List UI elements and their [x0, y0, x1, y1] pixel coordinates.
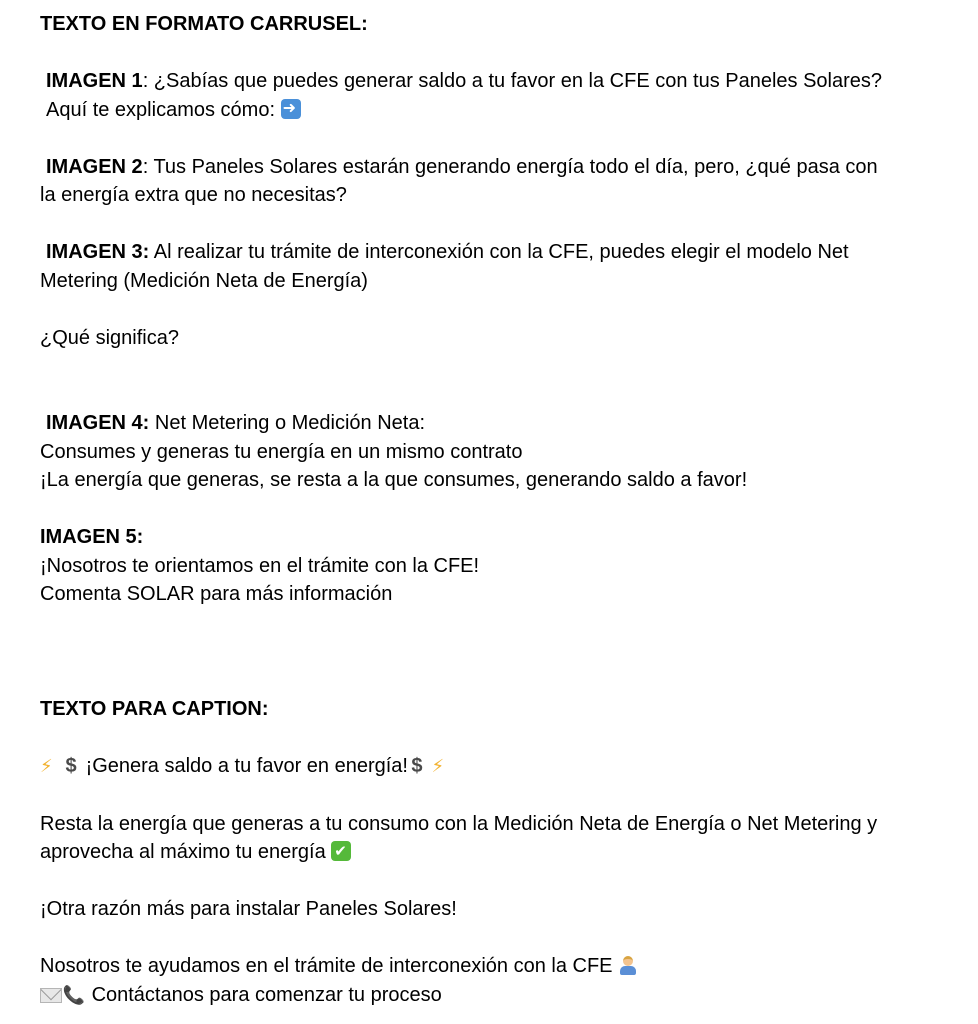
dollar-sign-icon: $	[411, 754, 423, 777]
high-voltage-icon: ⚡	[431, 755, 445, 777]
image-5-label: IMAGEN 5:	[40, 526, 144, 548]
caption-headline	[40, 752, 960, 782]
spacer	[40, 39, 960, 68]
carousel-heading: TEXTO EN FORMATO CARRUSEL:	[40, 13, 368, 35]
spacer	[40, 867, 960, 896]
image-2-paragraph	[40, 153, 960, 182]
image-2-text: : Tus Paneles Solares estarán generando energía todo el día, pero, ¿qué pasa con	[142, 155, 878, 178]
image-4-paragraph	[40, 409, 960, 438]
image-3-text: Al realizar tu trámite de interconexión con la CFE, puedes elegir el modelo Net	[149, 241, 849, 263]
image-3-text-2: Metering (Medición Neta de Energía)	[40, 269, 368, 292]
document-body	[40, 10, 960, 1010]
spacer	[40, 295, 960, 324]
spacer	[40, 210, 960, 239]
spacer	[40, 352, 960, 409]
image-1-label: IMAGEN 1	[46, 70, 143, 92]
high-voltage-icon: ⚡	[40, 755, 53, 777]
envelope-icon	[40, 988, 62, 1003]
caption-headline-text: ¡Genera saldo a tu favor en energía!	[85, 754, 408, 777]
image-4-text-3: ¡La energía que generas, se resta a la que consumes, generando saldo a favor!	[40, 469, 748, 491]
spacer	[40, 495, 960, 524]
image-5-text-2: Comenta SOLAR para más información	[40, 583, 393, 605]
telephone-icon: 📞	[62, 984, 86, 1006]
spacer	[40, 781, 960, 810]
spacer	[40, 124, 960, 153]
image-3-paragraph	[40, 238, 960, 267]
image-5-text: ¡Nosotros te orientamos en el trámite con la CFE!	[40, 554, 480, 577]
image-1-text-2: Aquí te explicamos cómo:	[46, 98, 275, 121]
image-4-text: Net Metering o Medición Neta:	[149, 412, 426, 434]
spacer	[40, 609, 960, 695]
spacer	[40, 924, 960, 953]
image-2-label: IMAGEN 2	[46, 155, 143, 178]
caption-paragraph-4-text: Contáctanos para comenzar tu proceso	[91, 983, 442, 1006]
worker-icon	[618, 955, 638, 975]
right-arrow-icon	[281, 99, 301, 119]
caption-paragraph-2: ¡Otra razón más para instalar Paneles Solares!	[40, 898, 457, 920]
spacer	[40, 723, 960, 752]
image-1-line-2	[40, 96, 960, 125]
image-3-label: IMAGEN 3:	[46, 241, 150, 263]
caption-paragraph-3	[40, 952, 960, 981]
dollar-sign-icon: $	[65, 754, 77, 777]
image-2-text-2: la energía extra que no necesitas?	[40, 184, 347, 206]
caption-paragraph-1-line-1: Resta la energía que generas a tu consumo con la Medición Neta de Energía o Net Metering y	[40, 812, 878, 835]
image-4-text-2: Consumes y generas tu energía en un mismo contrato	[40, 440, 523, 463]
caption-paragraph-4	[40, 981, 960, 1011]
caption-paragraph-1-text-2: aprovecha al máximo tu energía	[40, 841, 326, 863]
image-1-paragraph	[40, 67, 960, 96]
image-4-label: IMAGEN 4:	[46, 412, 150, 434]
check-mark-icon	[331, 841, 351, 861]
caption-paragraph-1-line-2	[40, 838, 960, 867]
caption-heading: TEXTO PARA CAPTION:	[40, 697, 269, 720]
image-1-text: : ¿Sabías que puedes generar saldo a tu favor en la CFE con tus Paneles Solares?	[142, 70, 883, 92]
question-text: ¿Qué significa?	[40, 326, 179, 349]
caption-paragraph-3-text: Nosotros te ayudamos en el trámite de interconexión con la CFE	[40, 955, 613, 977]
